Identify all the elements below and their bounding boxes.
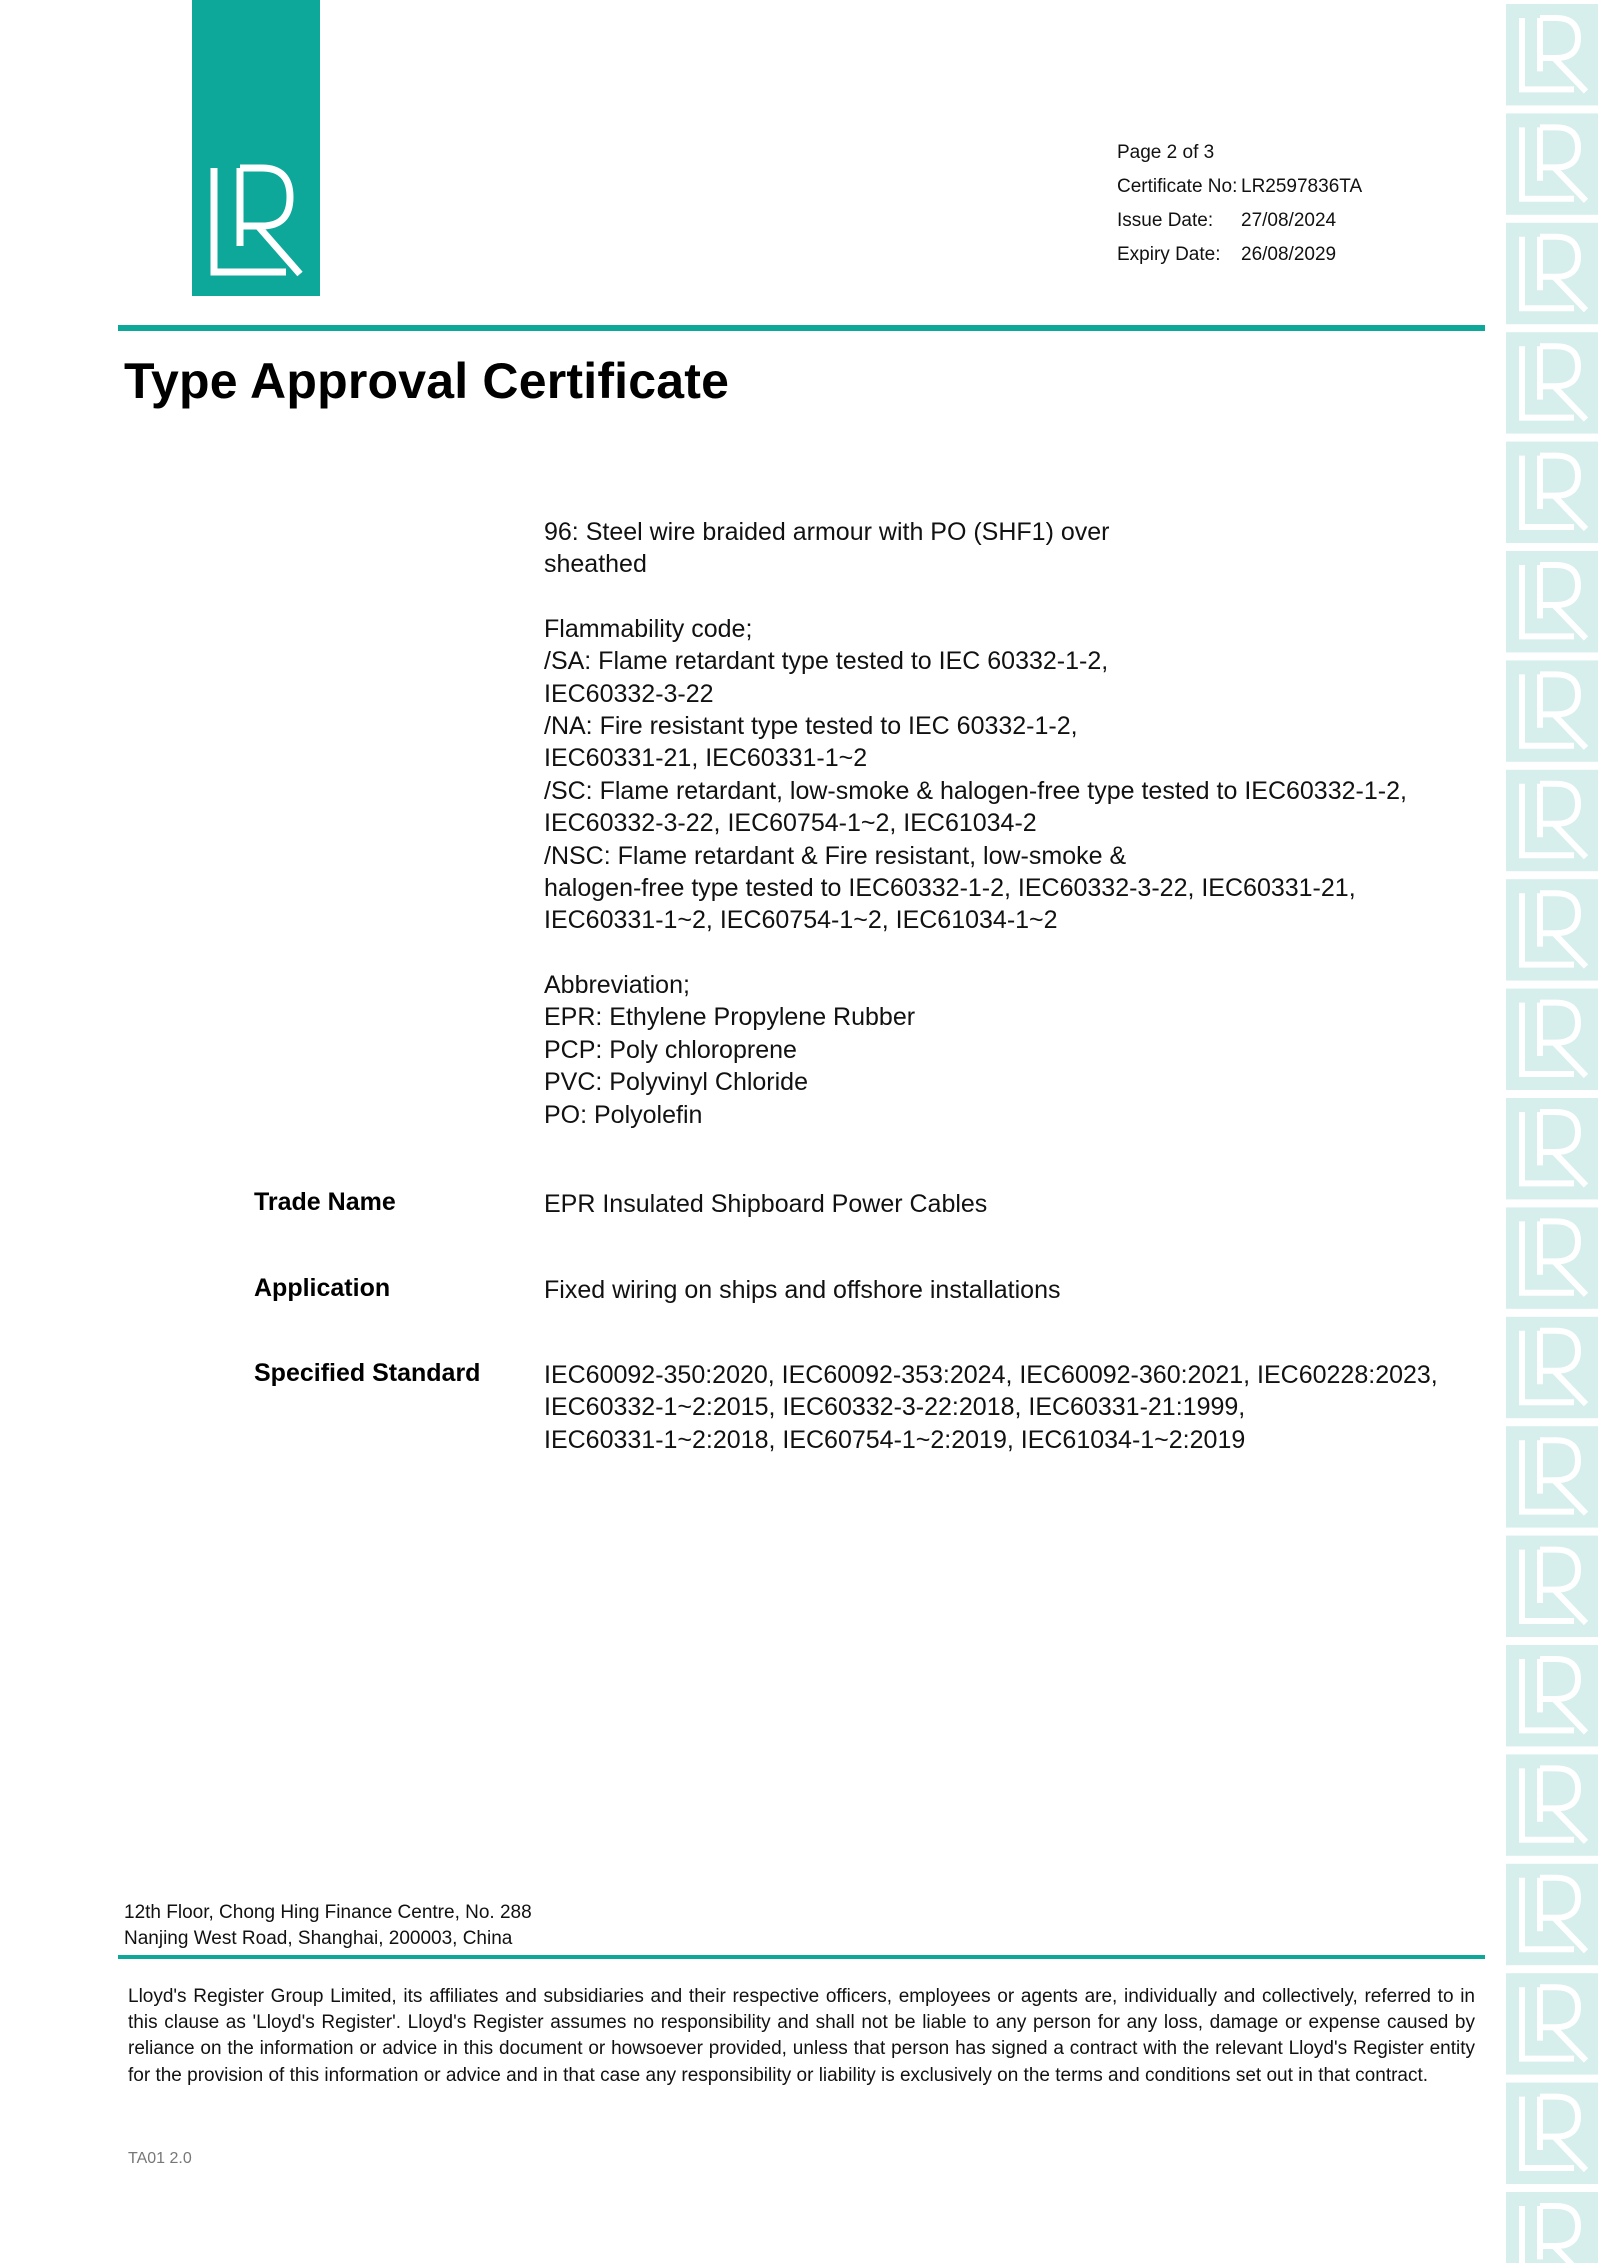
application-label: Application: [254, 1274, 391, 1302]
certificate-number: LR2597836TA: [1241, 176, 1363, 197]
armour-line: 96: Steel wire braided armour with PO (SHF1) over: [544, 518, 1110, 546]
header-divider: [118, 325, 1485, 331]
address-line: Nanjing West Road, Shanghai, 200003, China: [124, 1928, 513, 1949]
page-title: Type Approval Certificate: [124, 353, 730, 409]
lr-watermark-tile: [1506, 770, 1598, 871]
application-value: [544, 1274, 1061, 1306]
lr-watermark-tile: [1506, 551, 1598, 652]
lr-watermark-tile: [1506, 4, 1598, 105]
lr-watermark-tile: [1506, 1864, 1598, 1965]
trade-name-text: EPR Insulated Shipboard Power Cables: [544, 1190, 988, 1218]
lr-watermark-tile: [1506, 1536, 1598, 1637]
address-line: 12th Floor, Chong Hing Finance Centre, No. 288: [124, 1902, 532, 1923]
lr-watermark-icon: [1504, 0, 1600, 2263]
certificate-number-row: [1117, 170, 1362, 204]
armour-line: sheathed: [544, 550, 647, 579]
lr-watermark-tile: [1506, 2083, 1598, 2184]
flammability-line: IEC60332-3-22, IEC60754-1~2, IEC61034-2: [544, 809, 1037, 838]
abbreviation-line: PVC: Polyvinyl Chloride: [544, 1068, 808, 1097]
lr-watermark-tile: [1506, 332, 1598, 433]
standard-line: IEC60331-1~2:2018, IEC60754-1~2:2019, IEC61034-1~2:2019: [544, 1425, 1246, 1454]
page-number: Page 2 of 3: [1117, 142, 1215, 163]
lr-watermark-tile: [1506, 879, 1598, 980]
form-code: TA01 2.0: [128, 2150, 192, 2167]
abbreviation-line: PO: Polyolefin: [544, 1100, 703, 1129]
flammability-line: /SA: Flame retardant type tested to IEC 60332-1-2,: [544, 647, 1109, 676]
specified-standard-label: Specified Standard: [254, 1359, 481, 1387]
lr-logo-icon: [192, 0, 320, 296]
lr-watermark-tile: [1506, 1645, 1598, 1746]
lr-watermark-tile: [1506, 1426, 1598, 1527]
flammability-line: IEC60331-21, IEC60331-1~2: [544, 744, 868, 773]
abbreviation-line: EPR: Ethylene Propylene Rubber: [544, 1003, 916, 1032]
lr-watermark-tile: [1506, 442, 1598, 543]
flammability-line: /SC: Flame retardant, low-smoke & halogen-free type tested to IEC60332-1-2,: [544, 776, 1407, 805]
disclaimer-text: Lloyd's Register Group Limited, its affiliates and subsidiaries and their respective officers, employees or agents are, individually and collectively, referred to in this clause as 'Lloyd's Register'. Lloyd's Register assumes no responsibility and shall not be liable to any person for any loss, damage or expense caused by reliance on the information or advice in this document or howsoever provided, unless that person has signed a contract with the relevant Lloyd's Register entity for the provision of this information or advice and in that case any responsibility or liability is exclusively on the terms and conditions set out in that contract.: [128, 1986, 1475, 2086]
office-address: [124, 1900, 532, 1952]
certificate-number-label: Certificate No:: [1117, 176, 1238, 197]
lr-watermark-tile: [1506, 1207, 1598, 1308]
lr-watermark-tile: [1506, 1098, 1598, 1199]
lr-watermark-tile: [1506, 989, 1598, 1090]
flammability-line: IEC60331-1~2, IEC60754-1~2, IEC61034-1~2: [544, 906, 1058, 935]
expiry-date-label: Expiry Date:: [1117, 244, 1221, 265]
abbreviation-line: PCP: Poly chloroprene: [544, 1035, 797, 1064]
trade-name-value: [544, 1188, 987, 1220]
lr-watermark-tile: [1506, 223, 1598, 324]
expiry-date-row: [1117, 238, 1362, 272]
footer-divider: [118, 1955, 1485, 1959]
expiry-date: 26/08/2029: [1241, 244, 1337, 265]
issue-date: 27/08/2024: [1241, 210, 1337, 231]
abbreviation-line: Abbreviation;: [544, 970, 690, 999]
flammability-line: /NA: Fire resistant type tested to IEC 60332-1-2,: [544, 712, 1078, 741]
lr-watermark-tile: [1506, 1754, 1598, 1855]
issue-date-row: [1117, 204, 1362, 238]
standard-line: IEC60332-1~2:2015, IEC60332-3-22:2018, IEC60331-21:1999,: [544, 1393, 1246, 1422]
lr-watermark-tile: [1506, 2192, 1598, 2263]
standard-line: IEC60092-350:2020, IEC60092-353:2024, IEC60092-360:2021, IEC60228:2023,: [544, 1361, 1438, 1389]
certificate-meta: [1117, 136, 1362, 272]
lr-watermark-tile: [1506, 660, 1598, 761]
lr-watermark-tile: [1506, 1317, 1598, 1418]
lr-watermark-tile: [1506, 113, 1598, 214]
flammability-line: IEC60332-3-22: [544, 679, 714, 708]
lr-watermark-tile: [1506, 1973, 1598, 2074]
specified-standard-value: [544, 1359, 1438, 1456]
issue-date-label: Issue Date:: [1117, 210, 1214, 231]
trade-name-label: Trade Name: [254, 1188, 396, 1216]
application-text: Fixed wiring on ships and offshore installations: [544, 1276, 1061, 1304]
lr-logo: [192, 0, 320, 296]
product-description: [544, 516, 1484, 1131]
lr-watermark-strip: [1504, 0, 1600, 2263]
flammability-line: halogen-free type tested to IEC60332-1-2, IEC60332-3-22, IEC60331-21,: [544, 874, 1356, 903]
flammability-line: Flammability code;: [544, 614, 753, 643]
flammability-line: /NSC: Flame retardant & Fire resistant, low-smoke &: [544, 841, 1127, 870]
